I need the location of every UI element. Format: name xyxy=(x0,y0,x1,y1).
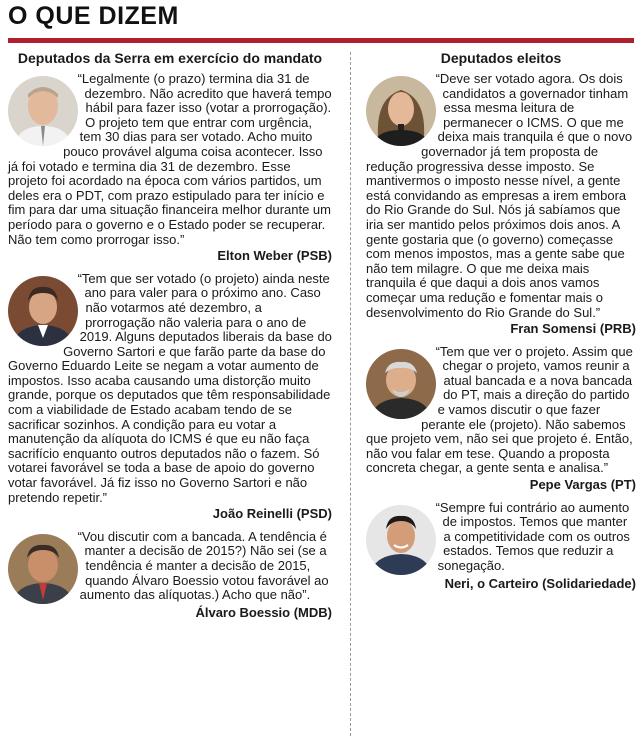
left-column-heading: Deputados da Serra em exercício do mandato xyxy=(17,50,323,66)
quote-author: Pepe Vargas (PT) xyxy=(529,477,636,493)
quote-text: “Deve ser votado agora. Os dois candidatos a governador tinham essa mesma leitura de permanecer o ICMS. O que me deixa mais tranquila é que o novo governador já tem proposta de redução progressiva desse imposto. Se mantivermos o imposto nesse nível, a gente está convidando as empresas a irem embora do Rio Grande do Sul. Nós já sabíamos que iria ser mantido pelos próximos dois anos. A gente gostaria que (o governo) começasse com menos impostos, mas a gente sabe que não tem milagre. O que me deixa mais tranquila é que daqui a dois anos vamos começar uma redução e fomentar mais o desenvolvimento do Rio Grande do Sul.” xyxy=(366,71,633,320)
quote-neri-carteiro xyxy=(366,501,636,592)
portrait-icon xyxy=(8,534,78,604)
quote-joao-reinelli xyxy=(8,272,332,522)
quote-author: Fran Somensi (PRB) xyxy=(510,321,636,337)
neri-carteiro-photo xyxy=(366,505,436,575)
quote-alvaro-boessio xyxy=(8,530,332,621)
right-column xyxy=(366,48,636,599)
joao-reinelli-photo xyxy=(8,276,78,346)
quote-text: “Tem que ver o projeto. Assim que chegar o projeto, vamos reunir a atual bancada e a nova bancada do PT, mais a direção do partido e vamos discutir o que fazer perante ele (projeto). Não sabemos que projeto vem, não sei que projeto é. Então, não vou falar em tese. Quando a proposta concreta chegar, a gente senta e analisa.” xyxy=(366,343,633,476)
title-rule xyxy=(8,38,634,43)
quote-author: Neri, o Carteiro (Solidariedade) xyxy=(444,575,636,591)
quote-author: Elton Weber (PSB) xyxy=(217,248,332,264)
quote-text: “Legalmente (o prazo) termina dia 31 de dezembro. Não acredito que haverá tempo hábil para fazer isso (votar a prorrogação). O projeto tem que entrar com urgência, tem 30 dias para ser votado. Acho muito pouco provável alguma coisa acontecer. Isso já foi votado e termina dia 31 de dezembro. Esse projeto foi acordado na época com vários partidos, um deles era o PDT, com prazo estipulado para ter início e fim para dar uma situação financeira melhor durante um período para o governo e o Estado poder se recuperar. Não tem como prorrogar isso.” xyxy=(8,71,332,247)
portrait-icon xyxy=(366,349,436,419)
quote-text: “Sempre fui contrário ao aumento de impostos. Temos que manter a competitividade com os outros estados. Temos que reduzir a sonegação. xyxy=(435,499,630,573)
fran-somensi-photo xyxy=(366,76,436,146)
elton-weber-photo xyxy=(8,76,78,146)
alvaro-boessio-photo xyxy=(8,534,78,604)
page-title: O QUE DIZEM xyxy=(8,2,179,30)
portrait-icon xyxy=(8,76,78,146)
column-divider xyxy=(350,52,351,736)
left-column xyxy=(8,48,332,628)
pepe-vargas-photo xyxy=(366,349,436,419)
quote-text: “Tem que ser votado (o projeto) ainda neste ano para valer para o próximo ano. Caso não votarmos até dezembro, a prorrogação não valeria para o ano de 2019. Alguns deputados liberais da base do Governo Sartori e que farão parte da base do Governo Eduardo Leite se negam a votar aumento de impostos. Isso acaba causando uma distorção muito grande, porque os deputados que têm responsabilidade com a viabilidade de Estado acabam tendo de se sacrificar sozinhos. A condição para eu votar a manutenção da alíquota do ICMS é que eu não faça sacrifício enquanto outros deputados não o fazem. Só votarei favorável se toda a base de apoio do governo votar favorável. Já fiz isso no Governo Sartori e não pretendo repetir.” xyxy=(8,270,332,505)
quote-text: “Vou discutir com a bancada. A tendência é manter a decisão de 2015?) Não sei (se a tendência é manter a decisão de 2015, quando Álvaro Boessio votou favorável ao aumento das alíquotas.) Acho que não”. xyxy=(77,528,329,603)
quote-pepe-vargas xyxy=(366,345,636,493)
quote-fran-somensi xyxy=(366,72,636,337)
portrait-icon xyxy=(366,76,436,146)
right-column-heading: Deputados eleitos xyxy=(440,50,562,66)
portrait-icon xyxy=(366,505,436,575)
portrait-icon xyxy=(8,276,78,346)
quote-elton-weber xyxy=(8,72,332,264)
quote-author: João Reinelli (PSD) xyxy=(212,506,332,522)
quote-author: Álvaro Boessio (MDB) xyxy=(195,604,332,620)
